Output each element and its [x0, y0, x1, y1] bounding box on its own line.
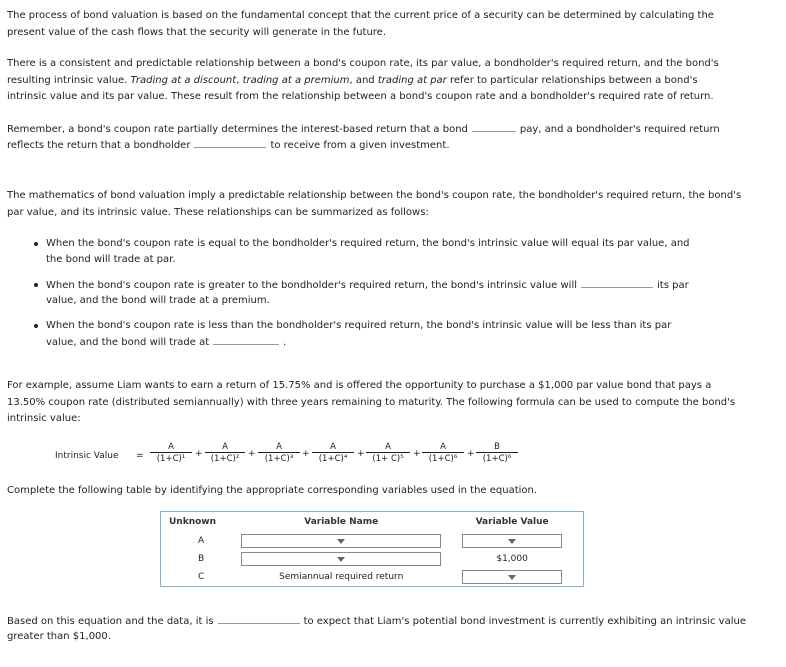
formula-equals: = [136, 451, 144, 461]
bullet-dot-2 [34, 283, 38, 287]
table-instruction: Complete the following table by identifying the appropriate corresponding variables used in the equation. [7, 485, 538, 496]
relationship-paragraph [7, 56, 737, 106]
formula-plus-6: + [467, 449, 475, 459]
table-row [161, 568, 584, 587]
chevron-down-icon [508, 575, 516, 580]
variables-table [160, 511, 584, 587]
formula-term-3 [258, 442, 300, 464]
formula-term-4 [312, 442, 354, 464]
remember-text-2b: to receive from a given investment. [270, 140, 450, 151]
conclusion-blank[interactable] [218, 613, 300, 624]
variable-value-c-dropdown[interactable] [462, 570, 562, 584]
variable-value-b: $1,000 [496, 554, 528, 564]
bullet-2-line-1 [46, 277, 766, 295]
variable-value-a-dropdown[interactable] [462, 534, 562, 548]
term-2-numerator: A [222, 442, 228, 452]
bullet-2-line-2: value, and the bond will trade at a premium. [46, 295, 270, 306]
chevron-down-icon [337, 539, 345, 544]
term-3-numerator: A [276, 442, 282, 452]
formula-plus-5: + [413, 449, 421, 459]
formula-label: Intrinsic Value [55, 451, 119, 461]
bullet-1-line-2: the bond will trade at par. [46, 254, 176, 265]
formula-plus-3: + [302, 449, 310, 459]
formula-plus-4: + [357, 449, 365, 459]
header-variable-value: Variable Value [475, 517, 549, 527]
bullet-2-text-a: When the bond's coupon rate is greater to the bondholder's required return, the bond's intrinsic value will [46, 280, 578, 291]
variable-name-c: Semiannual required return [279, 572, 404, 582]
term-5-denominator: (1+ C)⁵ [366, 452, 410, 464]
formula-term-1 [150, 442, 192, 464]
bullet-1-line-1: When the bond's coupon rate is equal to the bondholder's required return, the bond's intrinsic value will equal its par value, and [46, 238, 690, 249]
table-row [161, 532, 584, 550]
formula-plus-2: + [248, 449, 256, 459]
unknown-a: A [198, 536, 205, 546]
row-a-name-cell [241, 532, 441, 550]
term-6-numerator: A [440, 442, 446, 452]
relationship-sep-2: , and [349, 74, 378, 86]
remember-text-1a: Remember, a bond's coupon rate partially determines the interest-based return that a bond [7, 124, 468, 135]
term-2-denominator: (1+C)² [205, 452, 245, 464]
bond-will-blank[interactable] [472, 121, 516, 132]
bondholder-blank[interactable] [194, 137, 266, 148]
unknown-b: B [198, 554, 205, 564]
chevron-down-icon [508, 539, 516, 544]
bullet-2-text-b: its par [657, 280, 689, 291]
bullet-3-line-1: When the bond's coupon rate is less than the bondholder's required return, the bond's intrinsic value will be less than its par [46, 320, 672, 331]
conclusion-line-2: greater than $1,000. [7, 631, 111, 642]
variable-name-b-dropdown[interactable] [241, 552, 441, 566]
unknown-c: C [197, 572, 205, 582]
remember-line-1 [7, 121, 767, 139]
formula-term-5 [366, 442, 410, 464]
term-4-numerator: A [330, 442, 336, 452]
conclusion-text-a: Based on this equation and the data, it is [7, 616, 214, 627]
formula-term-2 [205, 442, 245, 464]
term-discount: Trading at a discount [130, 74, 237, 86]
term-4-denominator: (1+C)⁴ [312, 452, 354, 464]
row-b-name-cell [241, 550, 441, 568]
term-7-denominator: (1+C)⁶ [476, 452, 518, 464]
intro-paragraph: The process of bond valuation is based on the fundamental concept that the current price of a security can be determined by calculating the present value of the cash flows that the security will generate in the future. [7, 10, 714, 38]
conclusion-text-b: to expect that Liam's potential bond investment is currently exhibiting an intrinsic value [303, 616, 746, 627]
term-premium: trading at a premium [242, 74, 350, 86]
table-header-row [161, 512, 584, 533]
term-par: trading at par [377, 74, 447, 86]
relationship-text-1: There is a consistent and predictable relationship between a bond's coupon rate, its par value, a bondholder's required return, and the bond's resulting intrinsic value. [7, 58, 719, 86]
trade-at-blank[interactable] [213, 334, 279, 345]
formula-plus-1: + [195, 449, 203, 459]
bullet-3-text-a: value, and the bond will trade at [46, 337, 210, 348]
term-1-denominator: (1+C)¹ [150, 452, 192, 464]
relationship-text-2: refer to particular relationships between a bond's intrinsic value and its par value. These result from the relationship between a bond's coupon rate and a bondholder's required rate of return. [7, 74, 714, 102]
header-variable-name: Variable Name [304, 517, 379, 527]
formula-term-7 [476, 442, 518, 464]
mathematics-paragraph: The mathematics of bond valuation imply a predictable relationship between the bond's coupon rate, the bondholder's required return, the bond's par value, and its intrinsic value. These relationships can be summarized as follows: [7, 190, 742, 218]
term-1-numerator: A [168, 442, 174, 452]
term-3-denominator: (1+C)³ [258, 452, 300, 464]
remember-line-2 [7, 137, 767, 155]
term-5-numerator: A [385, 442, 391, 452]
variable-name-a-dropdown[interactable] [241, 534, 441, 548]
bullet-3-text-b: . [283, 337, 287, 348]
relationship-sep-1: , [236, 74, 243, 86]
bullet-3-line-2 [46, 334, 746, 352]
example-paragraph: For example, assume Liam wants to earn a return of 15.75% and is offered the opportunity to purchase a $1,000 par value bond that pays a 13.50% coupon rate (distributed semiannually) with three years remaining to maturity. The following formula can be used to compute the bond's intrinsic value: [7, 380, 736, 424]
bullet-dot-1 [34, 242, 38, 246]
table-row [161, 550, 584, 568]
intrinsic-value-blank[interactable] [581, 277, 653, 288]
row-a-value-cell [441, 532, 583, 550]
term-6-denominator: (1+C)⁶ [422, 452, 464, 464]
bullet-dot-3 [34, 324, 38, 328]
conclusion-line-1 [7, 613, 777, 631]
term-7-numerator: B [494, 442, 500, 452]
remember-text-1b: pay, and a bondholder's required return [519, 124, 720, 135]
remember-text-2a: reflects the return that a bondholder [7, 140, 191, 151]
row-c-value-cell [441, 568, 583, 587]
header-unknown: Unknown [169, 517, 217, 527]
chevron-down-icon [337, 557, 345, 562]
formula-term-6 [422, 442, 464, 464]
